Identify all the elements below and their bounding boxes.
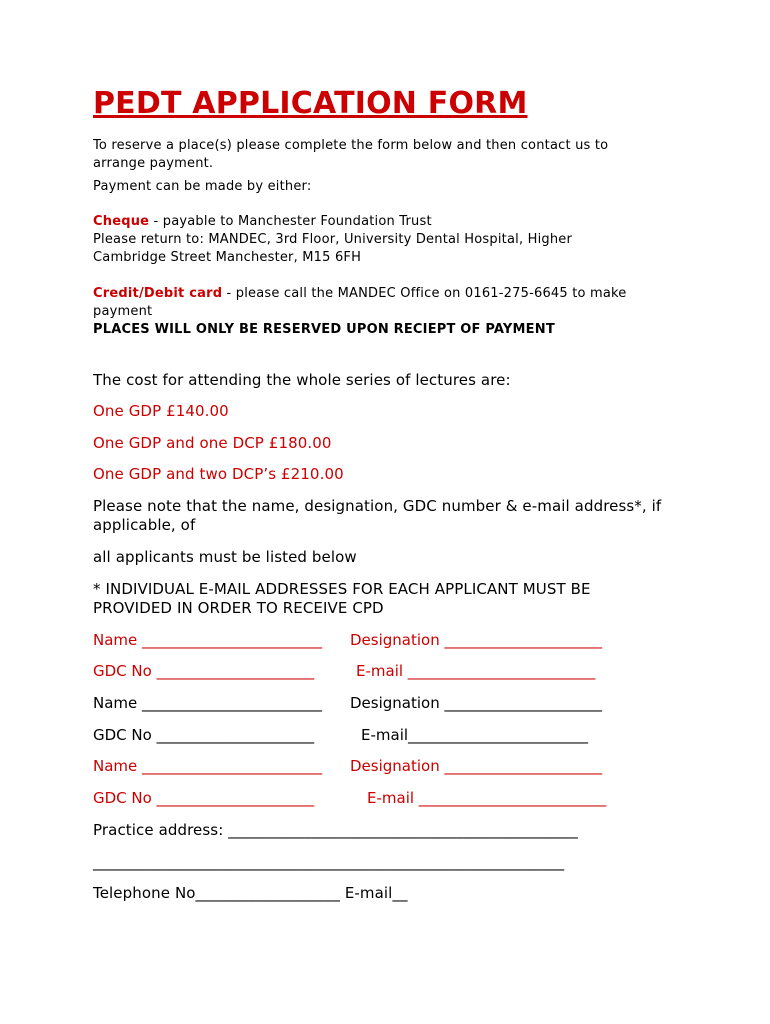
note-line-2: applicable, of: [93, 516, 196, 534]
name-field[interactable]: Name ________________________: [93, 757, 323, 775]
cheque-text: - payable to Manchester Foundation Trust: [149, 214, 432, 229]
email-field[interactable]: E-mail _________________________: [367, 789, 607, 807]
cheque-line: [93, 213, 432, 231]
applicant-row: [93, 726, 633, 746]
cost-intro: The cost for attending the whole series of lectures are:: [93, 371, 511, 389]
card-text: - please call the MANDEC Office on 0161-275-6645 to make: [222, 286, 627, 301]
form-title: PEDT APPLICATION FORM: [93, 86, 528, 121]
price-item: One GDP £140.00: [93, 402, 229, 420]
name-field[interactable]: Name ________________________: [93, 631, 323, 649]
card-line: [93, 285, 626, 303]
designation-field[interactable]: Designation _____________________: [350, 757, 602, 775]
applicant-row: [93, 789, 633, 809]
note-line-3: all applicants must be listed below: [93, 548, 357, 566]
applicant-row: [93, 757, 633, 777]
email-field[interactable]: E-mail _________________________: [356, 662, 596, 680]
gdc-number-field[interactable]: GDC No _____________________: [93, 789, 315, 807]
note-line-1: Please note that the name, designation, GDC number & e-mail address*, if: [93, 497, 662, 515]
price-item: One GDP and two DCP’s £210.00: [93, 465, 344, 483]
name-field[interactable]: Name ________________________: [93, 694, 323, 712]
intro-line-2: arrange payment.: [93, 156, 214, 171]
payment-intro: Payment can be made by either:: [93, 179, 312, 194]
designation-field[interactable]: Designation _____________________: [350, 694, 602, 712]
cheque-label: Cheque: [93, 214, 150, 229]
price-item: One GDP and one DCP £180.00: [93, 434, 332, 452]
reserve-notice: PLACES WILL ONLY BE RESERVED UPON RECIEPT OF PAYMENT: [93, 322, 555, 337]
designation-field[interactable]: Designation _____________________: [350, 631, 602, 649]
email-notice-line-1: * INDIVIDUAL E-MAIL ADDRESSES FOR EACH APPLICANT MUST BE: [93, 580, 591, 598]
applicant-row: [93, 662, 633, 682]
card-line-2: payment: [93, 304, 153, 319]
applicant-row: [93, 631, 633, 651]
intro-line-1: To reserve a place(s) please complete the form below and then contact us to: [93, 138, 609, 153]
card-label: Credit/Debit card: [93, 286, 223, 301]
practice-address-field[interactable]: Practice address: ______________________________________________: [93, 821, 578, 839]
cheque-return-line-2: Cambridge Street Manchester, M15 6FH: [93, 250, 362, 265]
gdc-number-field[interactable]: GDC No _____________________: [93, 662, 315, 680]
email-notice-line-2: PROVIDED IN ORDER TO RECEIVE CPD: [93, 599, 384, 617]
cheque-return-line-1: Please return to: MANDEC, 3rd Floor, University Dental Hospital, Higher: [93, 232, 573, 247]
email-field[interactable]: E-mail________________________: [361, 726, 589, 744]
address-line-2-field[interactable]: ______________________________________________________________: [93, 853, 565, 871]
gdc-number-field[interactable]: GDC No _____________________: [93, 726, 315, 744]
applicant-row: [93, 694, 633, 714]
telephone-email-field[interactable]: Telephone No___________________ E-mail__: [93, 884, 408, 902]
